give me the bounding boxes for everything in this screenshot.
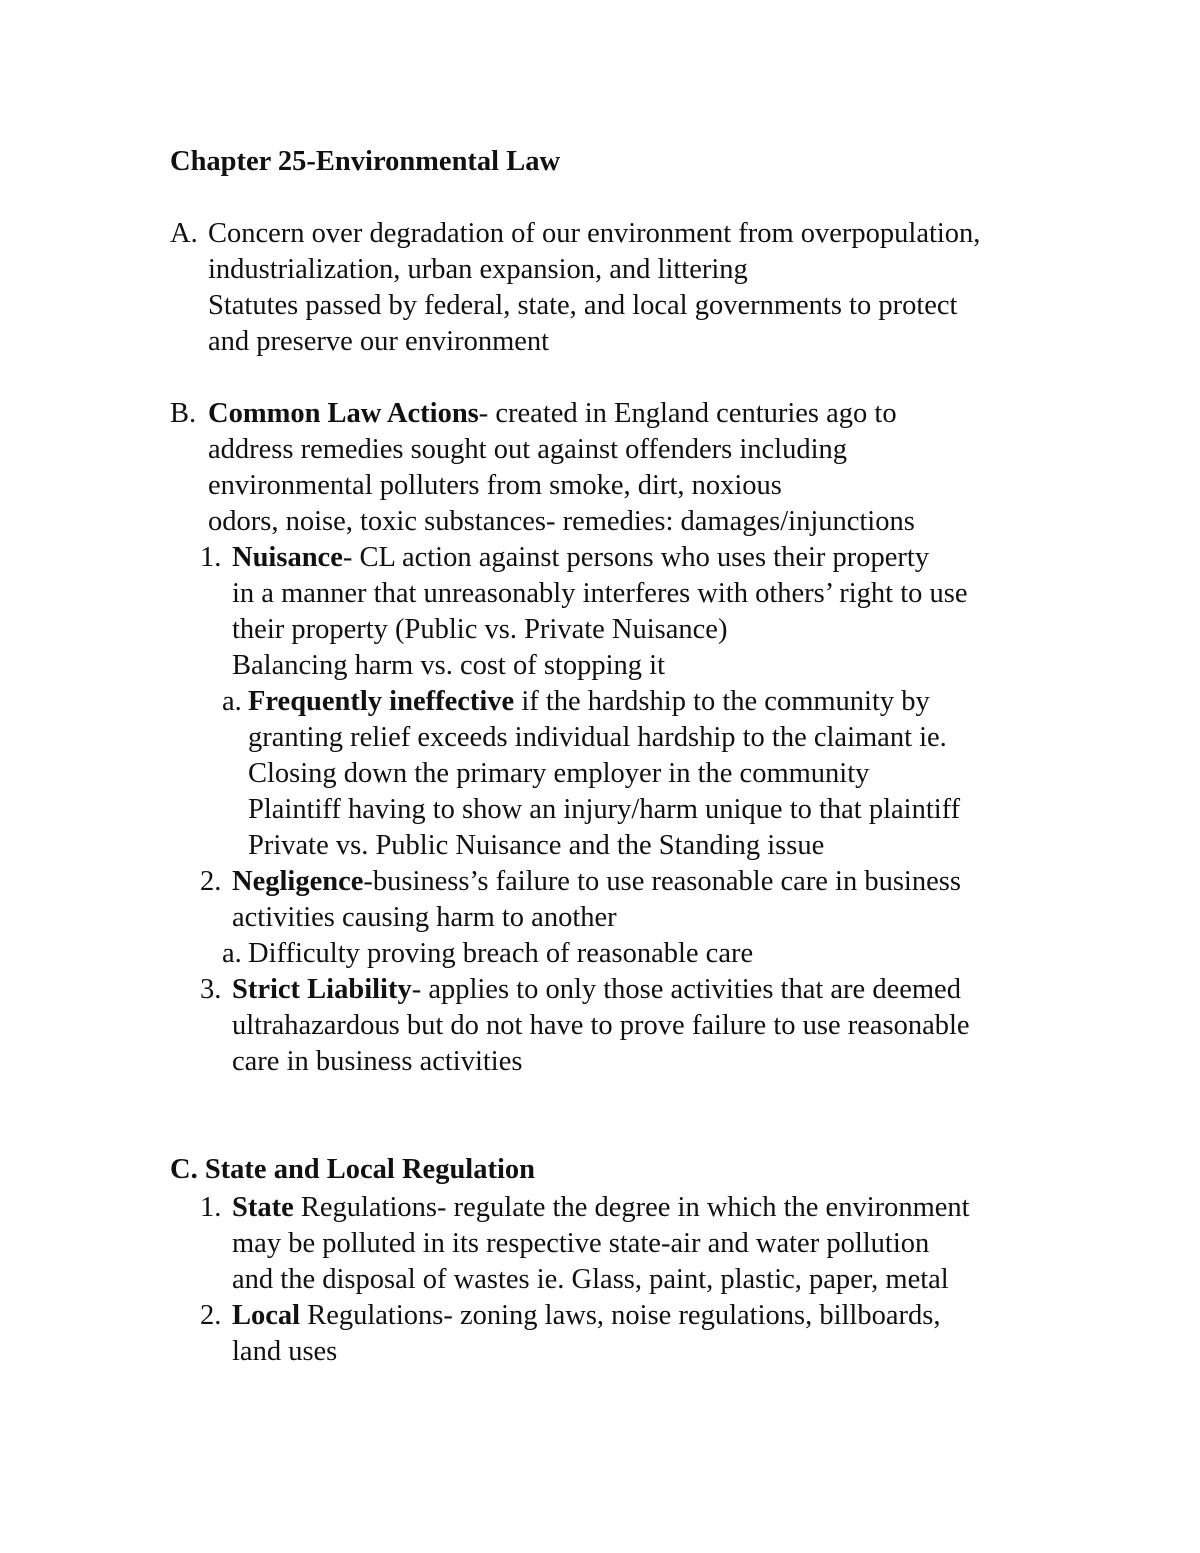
state-regulations-item (232, 1190, 970, 1226)
section-b-line: address remedies sought out against offenders including (208, 434, 847, 465)
local-term: Local (232, 1300, 301, 1331)
page-title: Chapter 25-Environmental Law (170, 146, 561, 177)
section-b-line: environmental polluters from smoke, dirt, noxious (208, 470, 782, 501)
strict-liability-line: care in business activities (232, 1046, 523, 1077)
nuisance-line: in a manner that unreasonably interferes with others’ right to use (232, 578, 968, 609)
section-b-heading-rest: - created in England centuries ago to (478, 398, 897, 429)
negligence-definition: -business’s failure to use reasonable care in business (363, 866, 961, 897)
section-a-line: and preserve our environment (208, 326, 550, 357)
nuisance-line: Balancing harm vs. cost of stopping it (232, 650, 665, 681)
frequently-ineffective-text: if the hardship to the community by (514, 686, 930, 717)
nuisance-item (232, 540, 929, 576)
negligence-item (232, 864, 961, 900)
local-definition: Regulations- zoning laws, noise regulations, billboards, (300, 1300, 941, 1331)
frequently-ineffective-item (248, 684, 930, 720)
nuisance-line: their property (Public vs. Private Nuisance) (232, 614, 728, 645)
local-line: land uses (232, 1336, 338, 1367)
negligence-sub-text: Difficulty proving breach of reasonable care (248, 938, 754, 969)
state-term: State (232, 1192, 294, 1223)
strict-liability-definition: - applies to only those activities that are deemed (411, 974, 961, 1005)
negligence-term: Negligence (232, 866, 364, 897)
section-a-marker: A. (170, 218, 198, 249)
sub-item-marker: a. (222, 938, 242, 969)
sub-item-line: Private vs. Public Nuisance and the Standing issue (248, 830, 825, 861)
state-line: may be polluted in its respective state-air and water pollution (232, 1228, 930, 1259)
frequently-ineffective-term: Frequently ineffective (248, 686, 515, 717)
section-c-heading: C. State and Local Regulation (170, 1154, 535, 1185)
section-a-line: Concern over degradation of our environment from overpopulation, (208, 218, 981, 249)
nuisance-definition: - CL action against persons who uses their property (342, 542, 930, 573)
section-a-line: Statutes passed by federal, state, and local governments to protect (208, 290, 958, 321)
strict-liability-item (232, 972, 961, 1008)
item-marker: 1. (200, 542, 222, 573)
local-regulations-item (232, 1298, 940, 1334)
section-b-line: odors, noise, toxic substances- remedies: damages/injunctions (208, 506, 915, 537)
section-b-heading-line (208, 396, 897, 432)
sub-item-line: Closing down the primary employer in the community (248, 758, 870, 789)
strict-liability-line: ultrahazardous but do not have to prove failure to use reasonable (232, 1010, 970, 1041)
nuisance-term: Nuisance (232, 542, 343, 573)
sub-item-marker: a. (222, 686, 242, 717)
item-marker: 2. (200, 1300, 222, 1331)
sub-item-line: granting relief exceeds individual hardship to the claimant ie. (248, 722, 947, 753)
section-b-heading: Common Law Actions (208, 398, 479, 429)
item-marker: 3. (200, 974, 222, 1005)
state-definition: Regulations- regulate the degree in which the environment (293, 1192, 970, 1223)
state-line: and the disposal of wastes ie. Glass, paint, plastic, paper, metal (232, 1264, 949, 1295)
section-b-marker: B. (170, 398, 197, 429)
sub-item-line: Plaintiff having to show an injury/harm unique to that plaintiff (248, 794, 961, 825)
item-marker: 1. (200, 1192, 222, 1223)
negligence-line: activities causing harm to another (232, 902, 617, 933)
item-marker: 2. (200, 866, 222, 897)
section-a-line: industrialization, urban expansion, and littering (208, 254, 748, 285)
strict-liability-term: Strict Liability (232, 974, 412, 1005)
